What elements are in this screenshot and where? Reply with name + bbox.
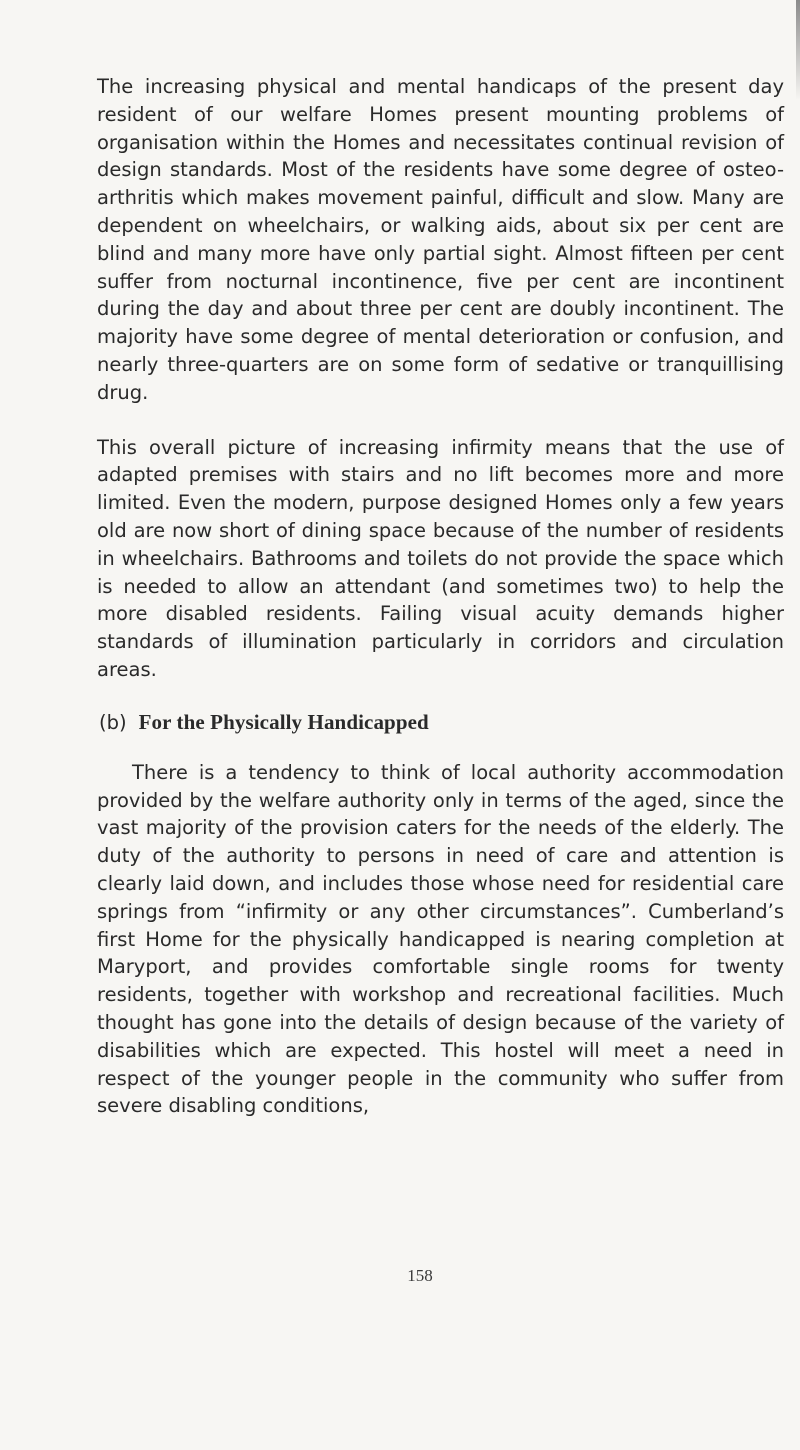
paragraph-resident-handicaps: The increasing physical and mental handicaps of the present day resident of our welfare Homes present mounting problems of organisation within the Homes and necessitates continual revision of design standards. Most of the residents have some degree of osteo-arthritis which makes movement painful, difficult and slow. Many are dependent on wheelchairs, or walking aids, about six per cent are blind and many more have only partial sight. Almost fifteen per cent suffer from nocturnal incontinence, five per cent are incontinent during the day and about three per cent are doubly incontinent. The majority have some degree of mental deterioration or confusion, and nearly three-quarters are on some form of sedative or tranquillising drug. [97, 75, 784, 404]
section-title: For the Physically Handicapped [138, 709, 429, 734]
section-label: (b) [99, 710, 127, 734]
page-number: 158 [407, 1266, 433, 1285]
section-heading-physically-handicapped [99, 708, 784, 737]
page-edge-shadow [796, 0, 800, 100]
paragraph-local-authority-accommodation: There is a tendency to think of local authority accommodation provided by the welfare authority only in terms of the aged, since the vast majority of the provision caters for the needs of the elderly. The duty of the authority to persons in need of care and attention is clearly laid down, and includes those whose need for residential care springs from “infirmity or any other circumstances”. Cumberland’s first Home for the physically handicapped is nearing completion at Maryport, and provides comfortable single rooms for twenty residents, together with workshop and recreational facilities. Much thought has gone into the details of design because of the variety of disabilities which are expected. This hostel will meet a need in respect of the younger people in the community who suffer from severe disabling conditions, [97, 760, 784, 1118]
paragraph-increasing-infirmity: This overall picture of increasing infirmity means that the use of adapted premises with stairs and no lift becomes more and more limited. Even the modern, purpose designed Homes only a few years old are now short of dining space because of the number of residents in wheelchairs. Bathrooms and toilets do not provide the space which is needed to allow an attendant (and sometimes two) to help the more disabled residents. Failing visual acuity demands higher standards of illumination particularly in corridors and circulation areas. [97, 435, 784, 681]
page-body [97, 73, 784, 1120]
